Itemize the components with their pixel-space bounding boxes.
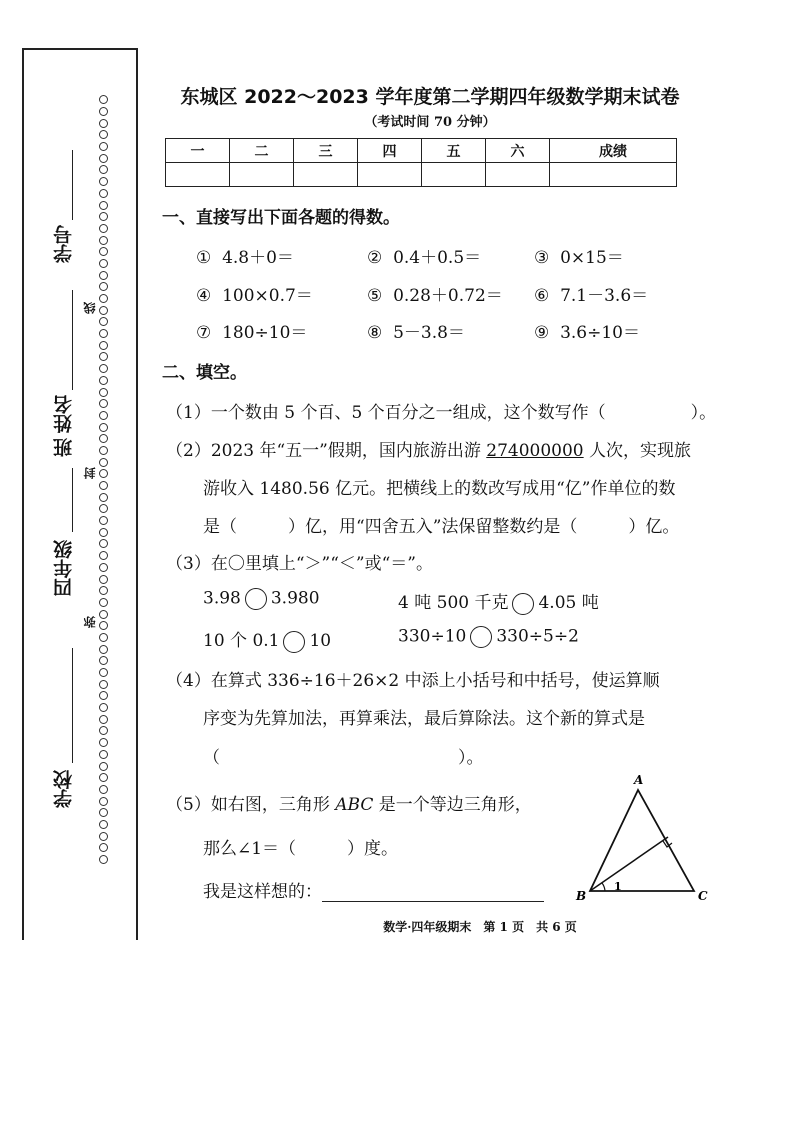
calc-item [367,243,481,268]
item-number: ③ [534,248,550,268]
item-expression: 0.28＋0.72＝ [393,286,503,306]
item-number: ① [196,248,212,268]
grade-label: 四年级 [53,540,75,597]
seal-circle-icon [99,785,108,794]
triangle-figure [568,766,718,906]
score-input-cell[interactable] [358,163,422,187]
seal-circle-icon [99,469,108,478]
score-input-cell[interactable] [294,163,358,187]
compare-item [398,588,599,615]
seal-circle-icon [99,481,108,490]
score-header-cell: 六 [486,139,550,163]
name-write-line[interactable] [72,290,73,390]
calc-item [196,318,307,343]
question-2-text: （2）2023 年“五一”假期，国内旅游出游 [166,441,487,461]
seal-circle-icon [99,376,108,385]
seal-circle-icon [99,177,108,186]
seal-circle-icon [99,154,108,163]
seal-circle-icon [99,458,108,467]
score-header-cell: 一 [166,139,230,163]
triangle-name: ABC [335,795,374,815]
seal-circle-icon [99,621,108,630]
score-header-cell: 三 [294,139,358,163]
calc-item [196,243,294,268]
seal-circle-icon [99,726,108,735]
seal-circle-icon [99,341,108,350]
seal-circle-icon [99,586,108,595]
compare-item [203,588,320,610]
question-5-text: （5）如右图，三角形 [166,795,336,815]
question-5-line3 [203,877,544,902]
seal-circle-icon [99,259,108,268]
seal-circle-icon [99,516,108,525]
reasoning-label: 我是这样想的： [203,882,322,902]
question-2-text: 人次，实现旅 [583,441,692,461]
seal-circle-icon [99,773,108,782]
score-input-cell-total[interactable] [550,163,677,187]
score-input-cell[interactable] [230,163,294,187]
item-number: ② [367,248,383,268]
seal-circle-icon [99,645,108,654]
seal-mi-char: 弥 [83,616,97,628]
item-number: ⑧ [367,323,383,343]
question-3-intro: （3）在〇里填上“＞”“＜”或“＝”。 [166,554,433,574]
question-1: （1）一个数由 5 个百、5 个百分之一组成，这个数写作（ ）。 [166,403,717,423]
seal-circle-icon [99,271,108,280]
item-expression: 5－3.8＝ [393,323,465,343]
calc-item [534,243,624,268]
item-expression: 3.6÷10＝ [560,323,640,343]
calc-item [196,281,313,306]
seal-circle-icon [99,528,108,537]
question-4-line3: （ ）。 [203,748,484,768]
seal-circle-icon [99,189,108,198]
seal-dotted-line [97,94,109,865]
seal-circle-icon [99,282,108,291]
underlined-number: 274000000 [486,441,584,461]
reasoning-answer-line[interactable] [322,883,544,902]
compare-item [398,626,579,648]
height-line [590,837,668,891]
seal-circle-icon [99,107,108,116]
seal-circle-icon [99,598,108,607]
triangle-abc [590,790,694,891]
seal-circle-icon [99,247,108,256]
section1-heading: 一、直接写出下面各题的得数。 [162,208,400,228]
compare-right: 4.05 吨 [538,593,599,613]
score-header-cell: 二 [230,139,294,163]
seal-circle-icon [99,575,108,584]
seal-circle-icon [99,142,108,151]
seal-circle-icon [99,411,108,420]
item-expression: 0.4＋0.5＝ [393,248,482,268]
score-input-cell[interactable] [166,163,230,187]
seal-circle-icon [99,738,108,747]
compare-left: 10 个 0.1 [203,631,280,651]
page-footer: 数学·四年级期末 第 1 页 共 6 页 [383,920,577,934]
exam-title: 东城区 2022～2023 学年度第二学期四年级数学期末试卷 [180,86,680,108]
seal-circle-icon [99,95,108,104]
seal-circle-icon [99,119,108,128]
score-input-cell[interactable] [422,163,486,187]
seal-circle-icon [99,563,108,572]
seal-circle-icon [99,808,108,817]
compare-circle-blank[interactable] [283,631,305,653]
seal-circle-icon [99,832,108,841]
school-write-line[interactable] [72,648,73,763]
section2-heading: 二、填空。 [162,363,247,383]
seal-circle-icon [99,680,108,689]
seal-circle-icon [99,212,108,221]
calc-item [367,281,503,306]
item-number: ⑨ [534,323,550,343]
seal-circle-icon [99,633,108,642]
score-table [165,138,677,187]
seal-circle-icon [99,352,108,361]
vertex-c-label: C [698,889,708,903]
item-expression: 100×0.7＝ [222,286,313,306]
seal-circle-icon [99,820,108,829]
compare-item [203,626,331,653]
seal-circle-icon [99,364,108,373]
seal-circle-icon [99,703,108,712]
seal-circle-icon [99,493,108,502]
seal-circle-icon [99,236,108,245]
seal-circle-icon [99,201,108,210]
seal-circle-icon [99,668,108,677]
seal-circle-icon [99,855,108,864]
item-number: ④ [196,286,212,306]
question-2-line2: 游收入 1480.56 亿元。把横线上的数改写成用“亿”作单位的数 [203,479,676,499]
item-expression: 7.1－3.6＝ [560,286,649,306]
item-number: ⑦ [196,323,212,343]
score-header-cell-total: 成绩 [550,139,677,163]
calc-item [534,281,648,306]
seal-circle-icon [99,656,108,665]
compare-circle-blank[interactable] [512,593,534,615]
compare-circle-blank[interactable] [470,626,492,648]
seal-circle-icon [99,388,108,397]
seal-circle-icon [99,306,108,315]
seal-circle-icon [99,715,108,724]
compare-right: 330÷5÷2 [496,626,579,647]
compare-left: 3.98 [203,588,241,609]
item-number: ⑥ [534,286,550,306]
angle-arc [602,883,605,891]
question-5-line1 [166,790,532,815]
student-number-write-line[interactable] [72,150,73,220]
compare-circle-blank[interactable] [245,588,267,610]
seal-circle-icon [99,762,108,771]
angle-1-label: 1 [614,880,622,893]
class-write-line[interactable] [72,468,73,532]
seal-feng-char: 封 [83,467,97,479]
compare-right: 10 [309,631,332,651]
seal-circle-icon [99,224,108,233]
seal-circle-icon [99,165,108,174]
seal-circle-icon [99,750,108,759]
seal-circle-icon [99,539,108,548]
seal-circle-icon [99,434,108,443]
compare-left: 330÷10 [398,626,467,647]
school-label: 学校 [53,770,75,808]
score-header-cell: 五 [422,139,486,163]
compare-right: 3.980 [270,588,320,609]
seal-circle-icon [99,504,108,513]
compare-left: 4 吨 500 千克 [398,593,509,613]
score-input-cell[interactable] [486,163,550,187]
seal-circle-icon [99,446,108,455]
seal-circle-icon [99,797,108,806]
question-4-line2: 序变为先算加法，再算乘法，最后算除法。这个新的算式是 [203,709,645,729]
class-label: 班 [53,438,75,457]
vertex-a-label: A [634,773,644,787]
exam-duration: （考试时间 70 分钟） [364,115,496,130]
seal-circle-icon [99,843,108,852]
binding-frame [22,48,138,940]
seal-circle-icon [99,329,108,338]
question-2-line3: 是（ ）亿，用“四舍五入”法保留整数约是（ ）亿。 [203,517,680,537]
score-table-input-row [166,163,677,187]
seal-circle-icon [99,610,108,619]
item-expression: 0×15＝ [560,248,624,268]
calc-item [534,318,640,343]
item-expression: 4.8＋0＝ [222,248,294,268]
question-5-text: 是一个等边三角形， [373,795,532,815]
question-4-line1: （4）在算式 336÷16＋26×2 中添上小括号和中括号，使运算顺 [166,671,660,691]
item-number: ⑤ [367,286,383,306]
seal-circle-icon [99,317,108,326]
score-header-cell: 四 [358,139,422,163]
question-2-line1 [166,436,691,461]
seal-circle-icon [99,423,108,432]
calc-item [367,318,465,343]
student-number-label: 学号 [53,225,75,263]
vertex-b-label: B [576,889,587,903]
seal-xian-char: 线 [83,302,97,314]
item-expression: 180÷10＝ [222,323,308,343]
question-5-line2: 那么∠1＝（ ）度。 [203,839,399,859]
seal-circle-icon [99,130,108,139]
seal-circle-icon [99,294,108,303]
name-label: 姓名 [53,395,75,433]
seal-circle-icon [99,399,108,408]
seal-circle-icon [99,551,108,560]
score-table-header-row [166,139,677,163]
seal-circle-icon [99,691,108,700]
